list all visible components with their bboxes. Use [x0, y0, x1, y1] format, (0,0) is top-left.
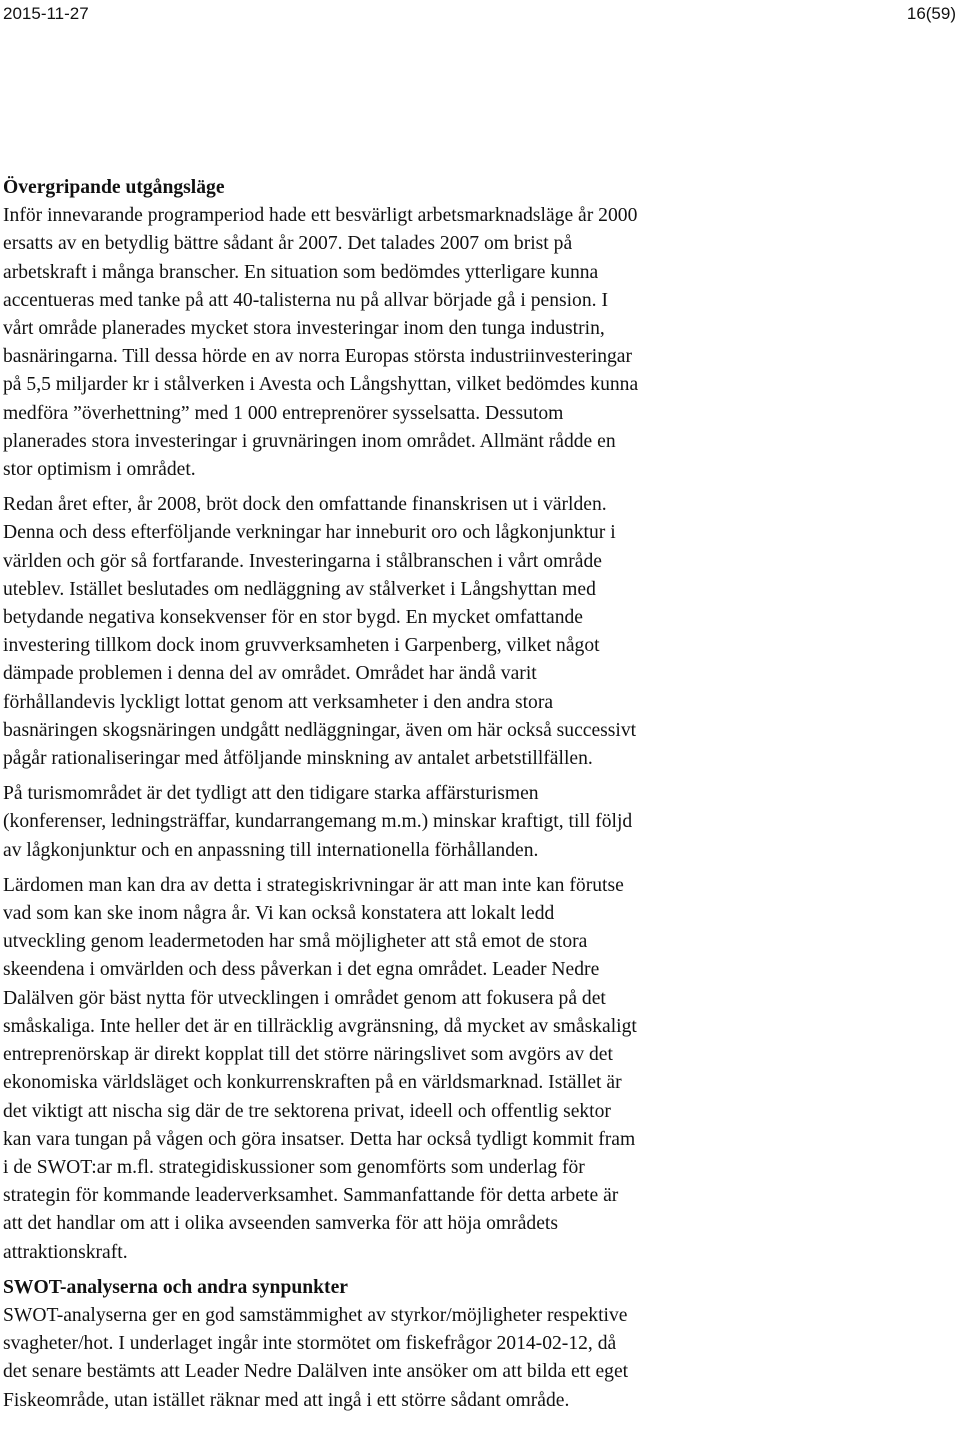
page-number: 16(59): [906, 4, 956, 23]
header-date: 2015-11-27: [3, 4, 89, 23]
paragraph: SWOT-analyserna ger en god samstämmighet av styrkor/möjligheter respektive svagheter/hot. I underlaget ingår inte stormötet om fiskefrågor 2014-02-12, då det senare bestämts att Leader Nedre Dalälven inte ansöker om att bilda ett eget Fiskeområde, utan istället räknar med att ingå i ett större sådant område.: [3, 1304, 629, 1411]
paragraph: Lärdomen man kan dra av detta i strategiskrivningar är att man inte kan förutse vad som kan ske inom några år. Vi kan också konstatera att lokalt ledd utveckling genom leadermetoden har små möjligheter att stå emot de stora skeendena i omvärlden och dess påverkan i det egna området. Leader Nedre Dalälven gör bäst nytta för utvecklingen i området genom att fokusera på det småskaliga. Inte heller det är en tillräcklig avgränsning, då mycket av småskaligt entreprenörskap är direkt kopplat till det större näringslivet som avgörs av det ekonomiska världsläget och konkurrenskraften på en världsmarknad. Istället är det viktigt att nischa sig där de tre sektorena privat, ideell och offentlig sektor kan vara tungan på vågen och göra insatser. Detta har också tydligt kommit fram i de SWOT:ar m.fl. strategidiskussioner som genomförts som underlag för strategin för kommande leaderverksamhet. Sammanfattande för detta arbete är att det handlar om att i olika avseenden samverka för att höja områdets attraktionskraft.: [3, 874, 637, 1263]
section-heading: SWOT-analyserna och andra synpunkter: [3, 1276, 348, 1298]
document-body: [3, 174, 955, 1422]
paragraph: Redan året efter, år 2008, bröt dock den omfattande finanskrisen ut i världen. Denna och dess efterföljande verkningar har inneburit oro och lågkonjunktur i världen och gör så fortfarande. Investeringarna i stålbranschen i vårt område uteblev. Istället beslutades om nedläggning av stålverket i Långshyttan med betydande negativa konsekvenser för en stor bygd. En mycket omfattande investering tillkom dock inom gruvverksamheten i Garpenberg, vilket något dämpade problemen i denna del av området. Området har ändå varit förhållandevis lyckligt lottat genom att verksamheter i den andra stora basnäringen skogsnäringen undgått nedläggningar, även om här också successivt pågår rationaliseringar med åtföljande minskning av antalet arbetstillfällen.: [3, 494, 637, 770]
paragraph: På turismområdet är det tydligt att den tidigare starka affärsturismen (konferenser, ledningsträffar, kundarrangemang m.m.) minskar kraftigt, till följd av lågkonjunktur och en anpassning till internationella förhållanden.: [3, 783, 633, 861]
section-heading: Övergripande utgångsläge: [3, 177, 225, 198]
page-header: [0, 2, 960, 26]
paragraph: Inför innevarande programperiod hade ett besvärligt arbetsmarknadsläge år 2000 ersatts av en betydlig bättre sådant år 2007. Det talades 2007 om brist på arbetskraft i många branscher. En situation som bedömdes ytterligare kunna accentueras med tanke på att 40-talisterna nu på allvar började gå i pension. I vårt område planerades mycket stora investeringar inom den tunga industrin, basnäringarna. Till dessa hörde en av norra Europas största industriinvesteringar på 5,5 miljarder kr i stålverken i Avesta och Långshyttan, vilket bedömdes kunna medföra ”överhettning” med 1 000 entreprenörer sysselsatta. Dessutom planerades stora investeringar i gruvnäringen inom området. Allmänt rådde en stor optimism i området.: [3, 205, 639, 481]
